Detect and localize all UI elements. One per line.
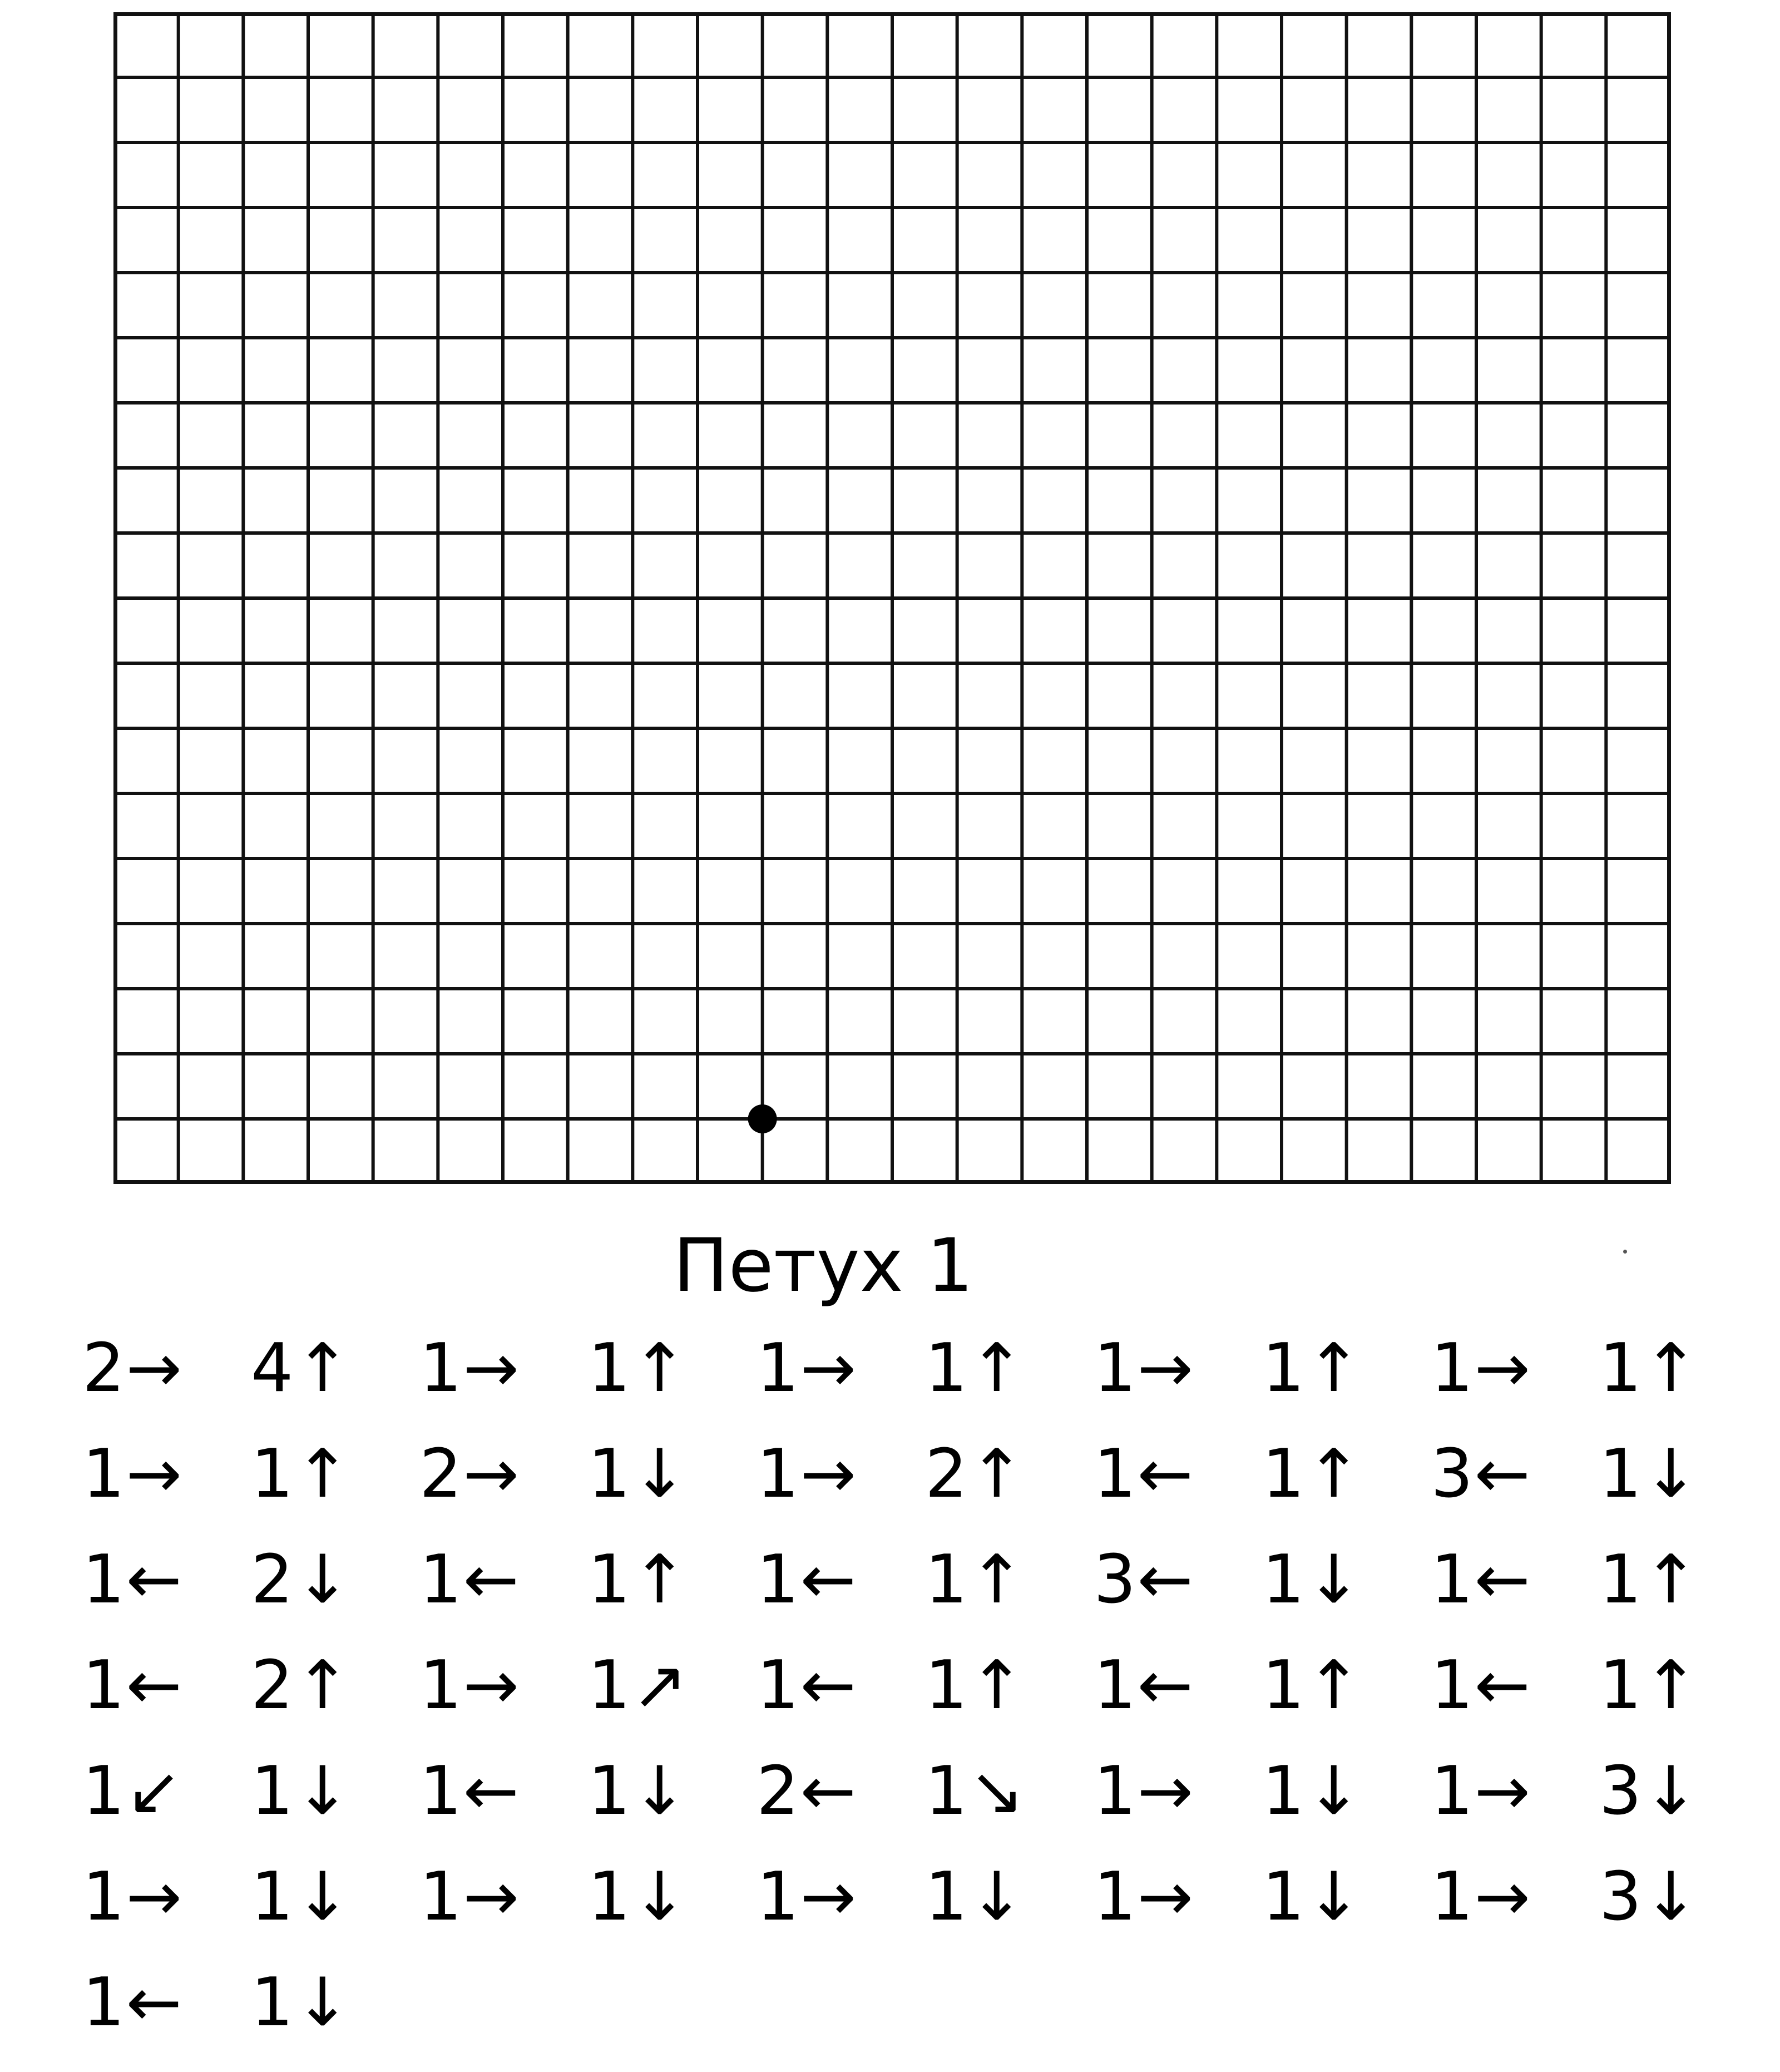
instruction-step: 1→: [756, 1330, 857, 1407]
instruction-step: 3←: [1094, 1541, 1194, 1619]
instruction-step: 3←: [1431, 1435, 1531, 1513]
instruction-step: 1→: [1431, 1753, 1531, 1830]
instruction-step: 1↑: [1262, 1647, 1363, 1724]
instruction-step: 1→: [419, 1330, 520, 1407]
instruction-step: 1→: [1431, 1330, 1531, 1407]
instruction-step: 2→: [82, 1330, 183, 1407]
dot-grid-board[interactable]: [113, 12, 1671, 1184]
instruction-step: 1→: [419, 1858, 520, 1936]
instruction-step: 1↑: [1599, 1647, 1700, 1724]
instruction-step: 1→: [1094, 1858, 1194, 1936]
instruction-step: 1←: [82, 1964, 183, 2041]
puzzle-title: Петух 1: [673, 1223, 973, 1309]
instruction-step: 1↓: [251, 1964, 352, 2041]
instruction-step: 1↓: [1262, 1858, 1363, 1936]
start-point-dot[interactable]: [748, 1104, 777, 1133]
instruction-step: 1↑: [251, 1435, 352, 1513]
instruction-step: 1↑: [925, 1541, 1026, 1619]
instruction-step: 1→: [1094, 1753, 1194, 1830]
instruction-step: 1←: [756, 1647, 857, 1724]
instruction-step: 2↑: [925, 1435, 1026, 1513]
instruction-step: 3↓: [1599, 1753, 1700, 1830]
instruction-step: 1↑: [1599, 1541, 1700, 1619]
instruction-step: 1↘: [925, 1753, 1026, 1830]
instruction-step: 1↙: [82, 1753, 183, 1830]
instruction-step: 1↓: [588, 1858, 689, 1936]
instruction-step: 1↑: [1262, 1330, 1363, 1407]
instruction-step: 1→: [1431, 1858, 1531, 1936]
instruction-list: [82, 1327, 1700, 2061]
instruction-step: 1←: [419, 1541, 520, 1619]
instruction-step: 1←: [82, 1647, 183, 1724]
instruction-step: 1↓: [925, 1858, 1026, 1936]
instruction-step: 1←: [1094, 1647, 1194, 1724]
instruction-step: 1↑: [925, 1647, 1026, 1724]
instruction-step: 1→: [756, 1435, 857, 1513]
instruction-step: 1↓: [1262, 1541, 1363, 1619]
instruction-step: 2↑: [251, 1647, 352, 1724]
instruction-step: 1↓: [588, 1435, 689, 1513]
instruction-step: 1↑: [588, 1541, 689, 1619]
instruction-step: 1→: [82, 1435, 183, 1513]
instruction-step: 1↑: [1599, 1330, 1700, 1407]
instruction-step: 2↓: [251, 1541, 352, 1619]
instruction-step: 1←: [1431, 1541, 1531, 1619]
instruction-step: 1←: [419, 1753, 520, 1830]
instruction-step: 1←: [1431, 1647, 1531, 1724]
instruction-step: 3↓: [1599, 1858, 1700, 1936]
instruction-step: 1→: [756, 1858, 857, 1936]
instruction-step: 1↓: [251, 1858, 352, 1936]
instruction-step: 1↓: [1599, 1435, 1700, 1513]
instruction-step: 1↓: [1262, 1753, 1363, 1830]
instruction-step: 1↑: [1262, 1435, 1363, 1513]
instruction-step: 1↑: [588, 1330, 689, 1407]
stray-mark: [1623, 1250, 1627, 1254]
instruction-step: 1→: [82, 1858, 183, 1936]
instruction-step: 1↗: [588, 1647, 689, 1724]
instruction-step: 2→: [419, 1435, 520, 1513]
instruction-step: 4↑: [251, 1330, 352, 1407]
instruction-step: 1↑: [925, 1330, 1026, 1407]
instruction-step: 1←: [756, 1541, 857, 1619]
instruction-step: 1←: [82, 1541, 183, 1619]
instruction-step: 1→: [1094, 1330, 1194, 1407]
instruction-step: 1↓: [251, 1753, 352, 1830]
instruction-step: 1→: [419, 1647, 520, 1724]
instruction-step: 1↓: [588, 1753, 689, 1830]
instruction-step: 1←: [1094, 1435, 1194, 1513]
instruction-step: 2←: [756, 1753, 857, 1830]
